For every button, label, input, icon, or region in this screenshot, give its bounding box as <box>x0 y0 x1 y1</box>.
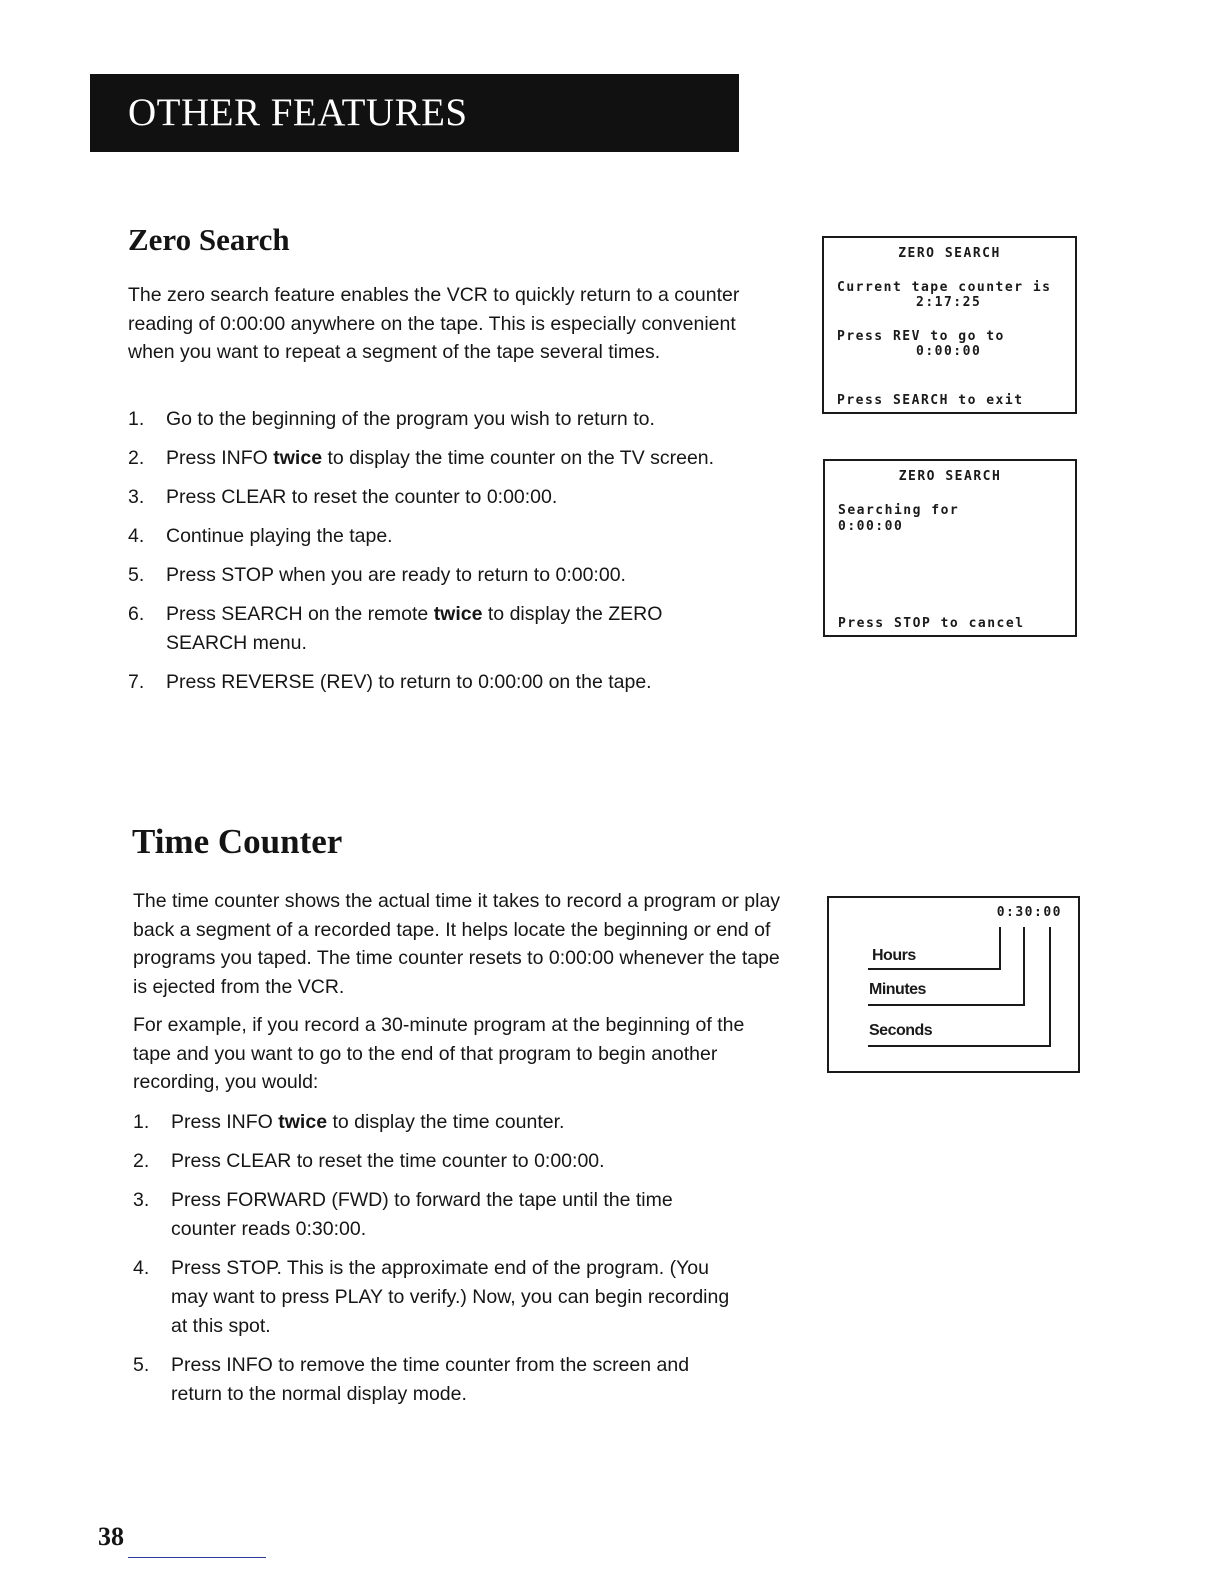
footer-rule <box>128 1557 266 1558</box>
step-number: 1. <box>128 408 145 430</box>
counter-readout: 0:30:00 <box>996 905 1062 920</box>
step-text-rest: to display the time counter on the TV screen. <box>322 447 715 469</box>
step-number: 2. <box>128 447 145 469</box>
list-item <box>133 1351 733 1409</box>
list-item <box>133 1254 733 1341</box>
screen-title: ZERO SEARCH <box>898 469 1002 484</box>
step-emphasis: twice <box>433 603 483 625</box>
step-text: Press STOP when you are ready to return to 0:00:00. <box>166 564 626 586</box>
zero-search-heading: Zero Search <box>128 222 290 257</box>
screen-line: Press STOP to cancel <box>838 616 1025 631</box>
step-number: 1. <box>133 1111 150 1133</box>
step-number: 7. <box>128 671 145 693</box>
step-text: Continue playing the tape. <box>166 525 393 547</box>
step-text: Go to the beginning of the program you wish to return to. <box>166 408 655 430</box>
step-text: Press INFO to remove the time counter from the screen and return to the normal display mode. <box>171 1354 690 1405</box>
step-text-rest: to display the time counter. <box>327 1111 565 1133</box>
list-item <box>128 405 728 434</box>
screen-line: Searching for <box>838 503 960 518</box>
list-item <box>128 561 728 590</box>
step-number: 2. <box>133 1150 150 1172</box>
list-item <box>133 1186 733 1244</box>
step-number: 3. <box>128 486 145 508</box>
screen-target-value: 0:00:00 <box>916 344 982 359</box>
hours-label: Hours <box>872 947 916 964</box>
leader-lines <box>829 898 1078 1071</box>
step-text: Press SEARCH on the remote <box>166 603 434 625</box>
banner-title: OTHER FEATURES <box>128 91 468 134</box>
list-item <box>128 600 728 658</box>
step-number: 4. <box>128 525 145 547</box>
minutes-label: Minutes <box>869 981 926 998</box>
screen-line: Press SEARCH to exit <box>837 393 1024 408</box>
step-text: Press INFO <box>171 1111 279 1133</box>
step-text: Press INFO <box>166 447 274 469</box>
screen-line: Current tape counter is <box>837 280 1052 295</box>
list-item <box>128 444 728 473</box>
screen-target-value: 0:00:00 <box>838 519 904 534</box>
step-number: 6. <box>128 603 145 625</box>
step-text: Press REVERSE (REV) to return to 0:00:00 on the tape. <box>166 671 652 693</box>
time-counter-diagram <box>827 896 1080 1073</box>
time-counter-heading: Time Counter <box>132 822 343 861</box>
page-number: 38 <box>98 1522 124 1551</box>
step-text: Press CLEAR to reset the time counter to 0:00:00. <box>171 1150 605 1172</box>
list-item <box>133 1147 733 1176</box>
step-text: Press CLEAR to reset the counter to 0:00:00. <box>166 486 558 508</box>
screen-counter-value: 2:17:25 <box>916 295 982 310</box>
zero-search-steps <box>128 405 728 707</box>
step-number: 5. <box>133 1354 150 1376</box>
zero-search-screen <box>822 236 1077 414</box>
time-counter-steps <box>133 1108 733 1419</box>
step-number: 5. <box>128 564 145 586</box>
seconds-label: Seconds <box>869 1022 933 1039</box>
step-number: 4. <box>133 1257 150 1279</box>
step-emphasis: twice <box>278 1111 328 1133</box>
time-counter-description: The time counter shows the actual time it takes to record a program or play back a segment of a recorded tape. It helps locate the beginning or end of programs you taped. The time counter resets to 0:00:00 whenever the tape is ejected from the VCR. <box>133 890 781 998</box>
time-counter-example: For example, if you record a 30-minute program at the beginning of the tape and you want to go to the end of that program to begin another recording, you would: <box>133 1014 745 1093</box>
list-item <box>128 483 728 512</box>
searching-screen <box>823 459 1077 637</box>
screen-line: Press REV to go to <box>837 329 1005 344</box>
step-number: 3. <box>133 1189 150 1211</box>
list-item <box>128 522 728 551</box>
zero-search-intro: The zero search feature enables the VCR to quickly return to a counter reading of 0:00:00 anywhere on the tape. This is especially convenient when you want to repeat a segment of the tape several times. <box>128 284 740 363</box>
list-item <box>128 668 728 697</box>
step-text: Press STOP. This is the approximate end of the program. (You may want to press PLAY to verify.) Now, you can begin recording at this spot. <box>171 1257 730 1337</box>
section-banner <box>90 74 739 152</box>
step-text-rest: to display the ZERO SEARCH menu. <box>166 603 663 654</box>
step-text: Press FORWARD (FWD) to forward the tape until the time counter reads 0:30:00. <box>171 1189 673 1240</box>
step-emphasis: twice <box>273 447 323 469</box>
list-item <box>133 1108 733 1137</box>
screen-title: ZERO SEARCH <box>898 246 1001 261</box>
